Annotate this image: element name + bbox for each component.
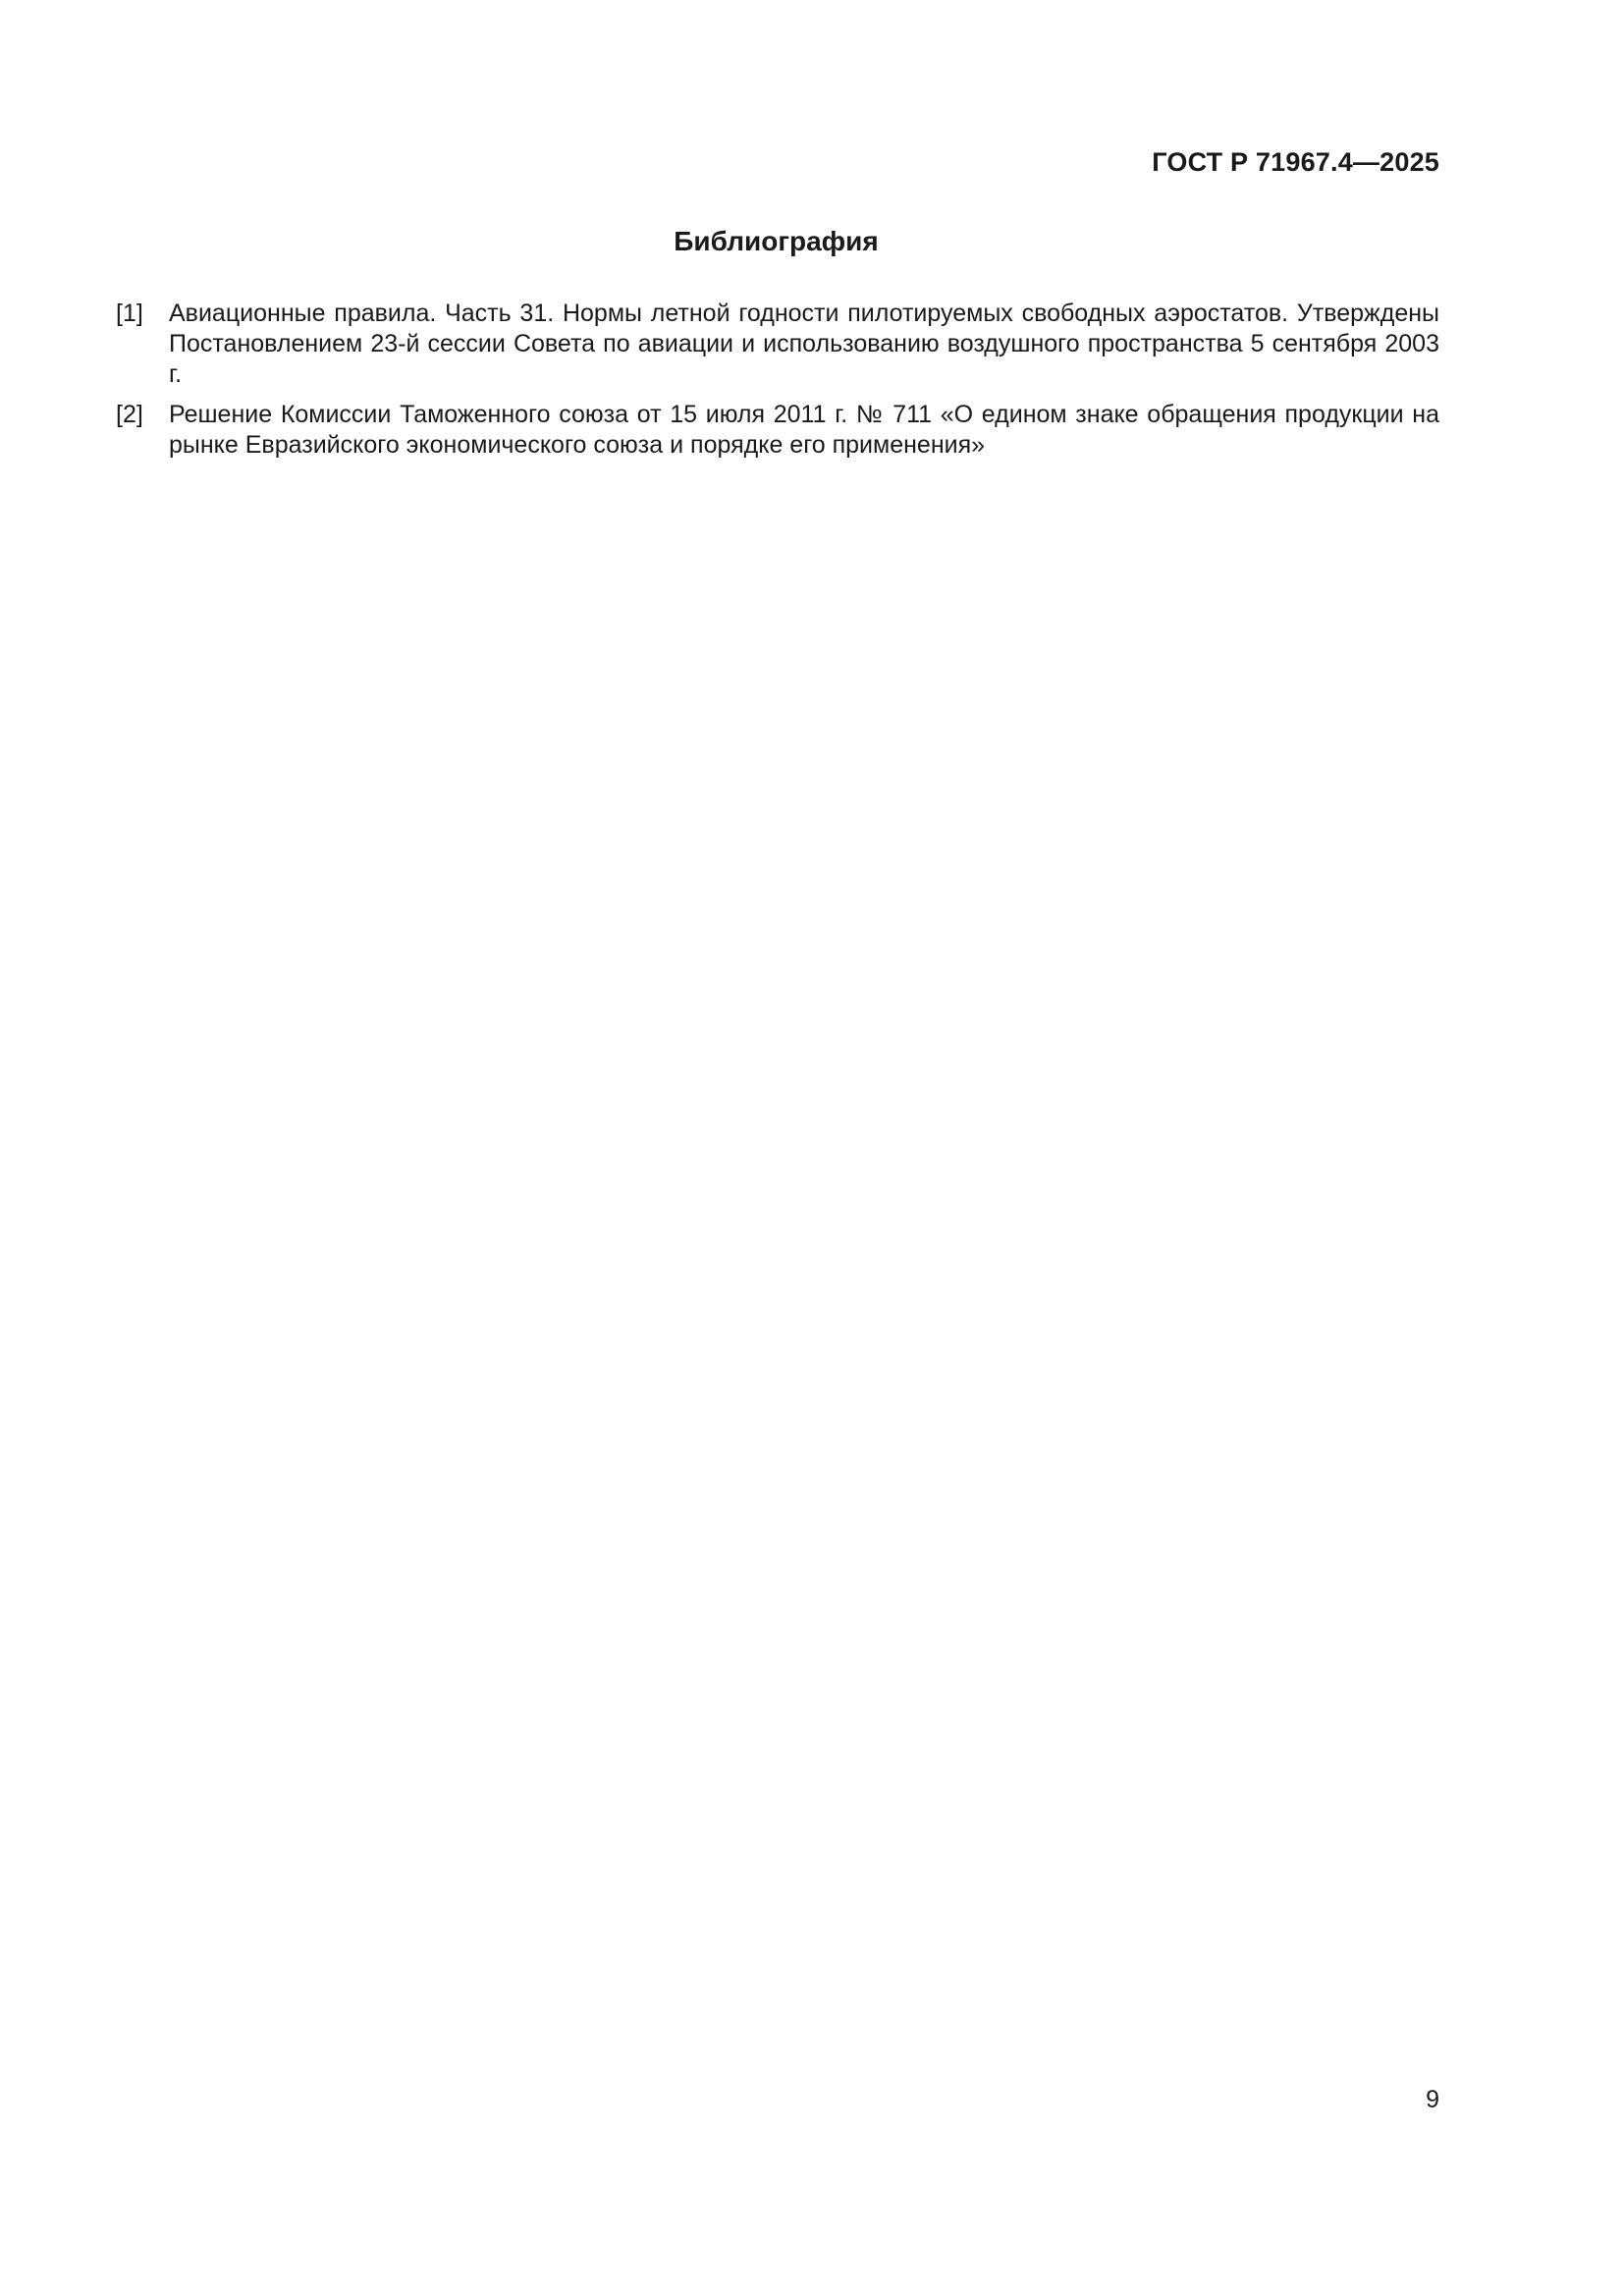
page-number: 9 bbox=[1426, 2086, 1439, 2113]
document-code: ГОСТ Р 71967.4—2025 bbox=[1152, 147, 1439, 177]
entry-number: [1] bbox=[116, 300, 143, 327]
bibliography-entry-2 bbox=[116, 400, 1439, 461]
bibliography-list bbox=[116, 299, 1439, 470]
entry-text: Решение Комиссии Таможенного союза от 15 июля 2011 г. № 711 «О едином знаке обращения продукции на рынке Евразийского экономического союза и порядке его применения» bbox=[169, 401, 1439, 459]
entry-number: [2] bbox=[116, 401, 143, 428]
entry-text: Авиационные правила. Часть 31. Нормы летной годности пилотируемых свободных аэростатов. Утверждены Постановлением 23-й сессии Совета по авиации и использованию воздушного пространства 5 сентября 2003 г. bbox=[169, 300, 1439, 388]
section-title: Библиография bbox=[674, 226, 879, 256]
bibliography-entry-1 bbox=[116, 299, 1439, 390]
